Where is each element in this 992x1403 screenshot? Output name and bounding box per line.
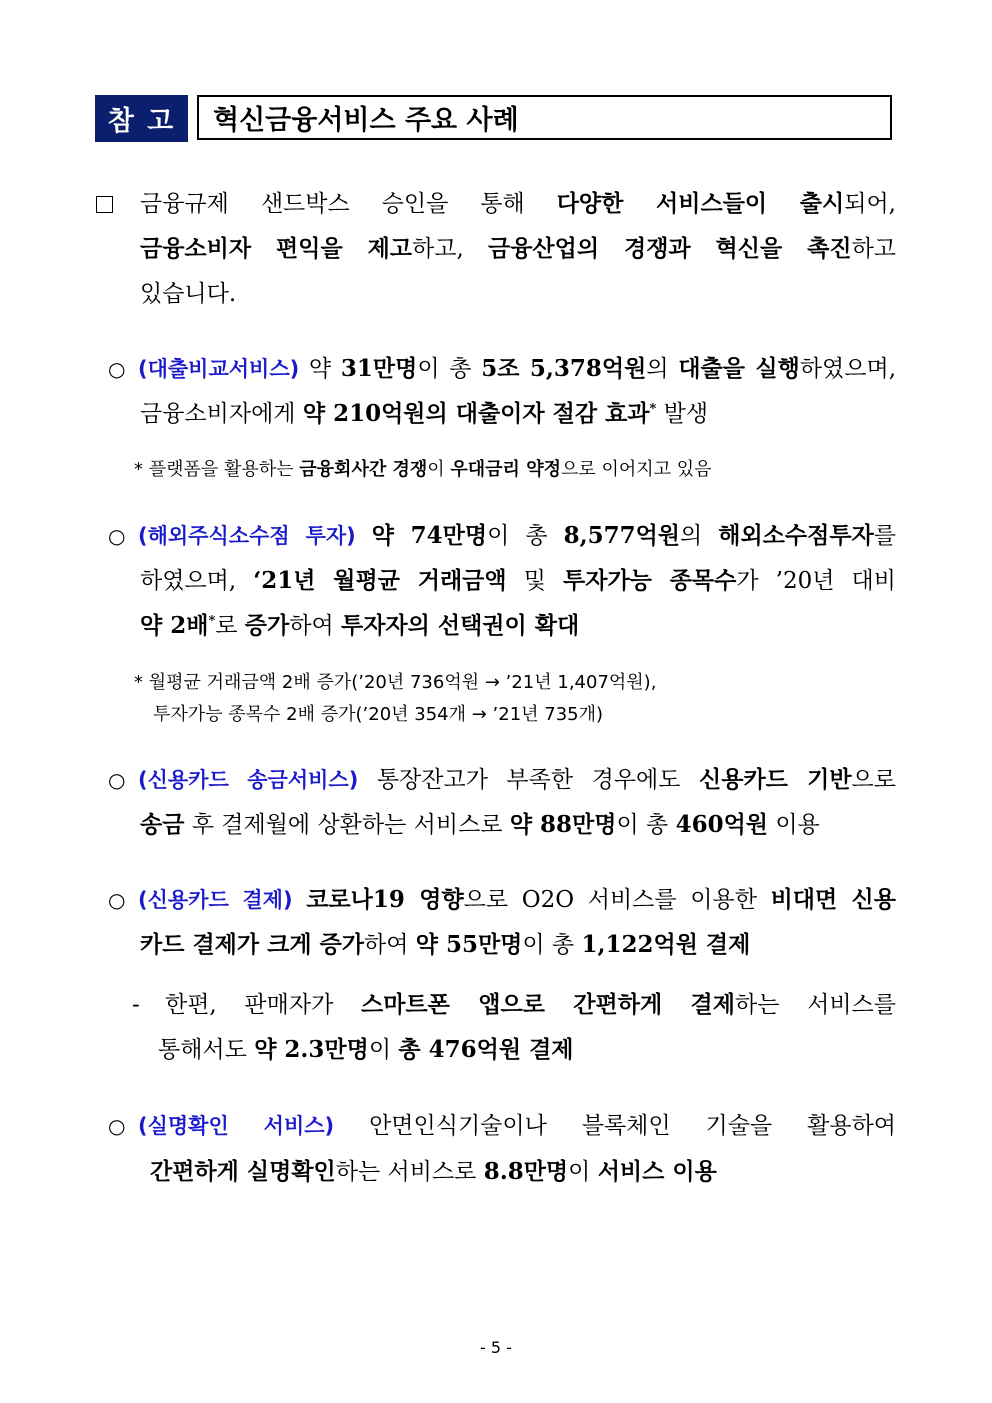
section-label: (대출비교서비스) bbox=[138, 357, 300, 381]
text-run: 하고, bbox=[412, 236, 488, 262]
emphasis-text: 투자가능 종목수 bbox=[563, 567, 737, 594]
text-run: 통해서도 bbox=[158, 1037, 255, 1063]
text-run: 하는 서비스로 bbox=[335, 1159, 484, 1185]
emphasis-text: 금융회사간 경쟁 bbox=[299, 459, 428, 480]
emphasis-text: 약 210억원의 대출이자 절감 효과 bbox=[302, 400, 650, 427]
text-run: 으로 이어지고 있음 bbox=[561, 459, 712, 480]
emphasis-text: 증가 bbox=[244, 612, 290, 639]
text-run: 이 bbox=[568, 1159, 598, 1185]
emphasis-text: 해외소수점투자 bbox=[718, 522, 874, 549]
reference-tag: 참 고 bbox=[95, 95, 188, 142]
text-run: 이 총 bbox=[522, 932, 582, 958]
emphasis-text: 8.8만명 bbox=[483, 1158, 569, 1185]
text-run: 의 bbox=[646, 356, 679, 382]
s4-line-1 bbox=[138, 885, 896, 915]
s2-line-2 bbox=[140, 566, 896, 596]
emphasis-text: 송금 bbox=[140, 811, 185, 838]
s4-line-4 bbox=[158, 1035, 574, 1065]
text-run: 한편, 판매자가 bbox=[165, 992, 361, 1018]
bullet-circle-icon: ○ bbox=[108, 1114, 126, 1138]
text-run bbox=[356, 523, 372, 549]
page-title bbox=[197, 95, 892, 140]
s4-line-3 bbox=[165, 990, 896, 1020]
text-run: 하였으며, bbox=[799, 356, 897, 382]
bullet-circle-icon: ○ bbox=[108, 524, 126, 548]
dash-icon: - bbox=[132, 992, 140, 1018]
intro-line-3 bbox=[140, 279, 236, 309]
text-run: 이 총 bbox=[487, 523, 564, 549]
s2-line-1 bbox=[138, 521, 896, 551]
intro-line-1 bbox=[140, 189, 896, 219]
emphasis-text: 카드 결제가 크게 증가 bbox=[140, 931, 364, 958]
text-run: 안면인식기술이나 블록체인 기술을 활용하여 bbox=[334, 1113, 897, 1139]
s5-line-1 bbox=[138, 1111, 896, 1141]
text-run: 되어, bbox=[844, 191, 896, 217]
emphasis-text: 금융소비자 편익을 제고 bbox=[140, 235, 413, 262]
text-run: 로 bbox=[215, 613, 245, 639]
bullet-circle-icon: ○ bbox=[108, 888, 126, 912]
text-run: 하였으며, bbox=[140, 568, 254, 594]
page-title-text: 혁신금융서비스 주요 사례 bbox=[213, 105, 519, 136]
bullet-circle-icon: ○ bbox=[108, 768, 126, 792]
s3-line-2 bbox=[140, 810, 820, 840]
text-run: 하여 bbox=[289, 613, 341, 639]
emphasis-text: 간편하게 실명확인 bbox=[150, 1158, 336, 1185]
emphasis-text: 우대금리 약정 bbox=[450, 459, 561, 480]
emphasis-text: 스마트폰 앱으로 간편하게 결제 bbox=[361, 991, 735, 1018]
emphasis-text: 코로나19 영향 bbox=[306, 886, 464, 913]
emphasis-text: 금융산업의 경쟁과 혁신을 촉진 bbox=[487, 235, 852, 262]
bullet-circle-icon: ○ bbox=[108, 357, 126, 381]
intro-line-2 bbox=[140, 234, 896, 264]
emphasis-text: 다양한 서비스들이 출시 bbox=[556, 190, 845, 217]
text-run: 통장잔고가 부족한 경우에도 bbox=[358, 767, 700, 793]
emphasis-text: 460억원 bbox=[675, 811, 769, 838]
emphasis-text: 1,122억원 결제 bbox=[581, 931, 751, 958]
section-label: (신용카드 결제) bbox=[138, 888, 293, 912]
s3-line-1 bbox=[138, 765, 896, 795]
s1-line-1 bbox=[138, 354, 896, 384]
text-run: 금융규제 샌드박스 승인을 통해 bbox=[140, 191, 557, 217]
s2-line-3 bbox=[140, 611, 579, 641]
s2-note-1 bbox=[134, 671, 656, 695]
text-run: 후 결제월에 상환하는 서비스로 bbox=[184, 812, 510, 838]
section-label: (신용카드 송금서비스) bbox=[138, 768, 359, 792]
text-run: 하는 서비스를 bbox=[735, 992, 896, 1018]
text-run: 를 bbox=[873, 523, 896, 549]
text-run: 및 bbox=[506, 568, 564, 594]
emphasis-text: 서비스 이용 bbox=[597, 1158, 717, 1185]
section-label: (해외주식소수점 투자) bbox=[138, 524, 356, 548]
text-run: 가 ’20년 대비 bbox=[736, 568, 896, 594]
emphasis-text: 신용카드 기반 bbox=[699, 766, 852, 793]
emphasis-text: 약 2.3만명 bbox=[254, 1036, 369, 1063]
text-run: 으로 O2O 서비스를 이용한 bbox=[463, 887, 771, 913]
s5-line-2 bbox=[150, 1157, 717, 1187]
text-run: 하여 bbox=[363, 932, 416, 958]
emphasis-text: * bbox=[649, 401, 657, 417]
text-run: * 플랫폼을 활용하는 bbox=[134, 459, 300, 480]
s4-line-2 bbox=[140, 930, 750, 960]
text-run: 금융소비자에게 bbox=[140, 401, 303, 427]
emphasis-text: 약 2배 bbox=[140, 612, 209, 639]
text-run bbox=[293, 887, 307, 913]
emphasis-text: 약 55만명 bbox=[415, 931, 523, 958]
emphasis-text: 약 88만명 bbox=[509, 811, 617, 838]
emphasis-text: 비대면 신용 bbox=[770, 886, 896, 913]
emphasis-text: 31만명 bbox=[340, 355, 418, 382]
text-run: 약 bbox=[299, 356, 341, 382]
text-run: 이 bbox=[368, 1037, 399, 1063]
text-run: * 월평균 거래금액 2배 증가(’20년 736억원 → ’21년 1,407억원), bbox=[134, 672, 657, 693]
emphasis-text: 약 74만명 bbox=[371, 522, 488, 549]
emphasis-text: 투자자의 선택권이 확대 bbox=[340, 612, 580, 639]
s2-note-2 bbox=[153, 703, 603, 727]
text-run: 의 bbox=[680, 523, 719, 549]
emphasis-text: 총 476억원 결제 bbox=[398, 1036, 574, 1063]
text-run: 이 총 bbox=[616, 812, 676, 838]
text-run: 이용 bbox=[768, 812, 820, 838]
emphasis-text: 8,577억원 bbox=[563, 522, 681, 549]
emphasis-text: ‘21년 월평균 거래금액 bbox=[253, 567, 507, 594]
text-run: 하고 bbox=[851, 236, 896, 262]
emphasis-text: 5조 5,378억원 bbox=[481, 355, 647, 382]
page-number: - 5 - bbox=[480, 1338, 512, 1357]
text-run: 있습니다. bbox=[140, 281, 237, 307]
emphasis-text: * bbox=[208, 613, 216, 629]
s1-note bbox=[134, 458, 712, 482]
checkbox-square-icon bbox=[96, 196, 113, 213]
section-label: (실명확인 서비스) bbox=[138, 1114, 335, 1138]
text-run: 발생 bbox=[656, 401, 709, 427]
emphasis-text: 대출을 실행 bbox=[678, 355, 800, 382]
text-run: 이 bbox=[427, 459, 451, 480]
text-run: 으로 bbox=[851, 767, 896, 793]
s1-line-2 bbox=[140, 399, 708, 429]
text-run: 이 총 bbox=[417, 356, 482, 382]
text-run: 투자가능 종목수 2배 증가(’20년 354개 → ’21년 735개) bbox=[153, 704, 604, 725]
